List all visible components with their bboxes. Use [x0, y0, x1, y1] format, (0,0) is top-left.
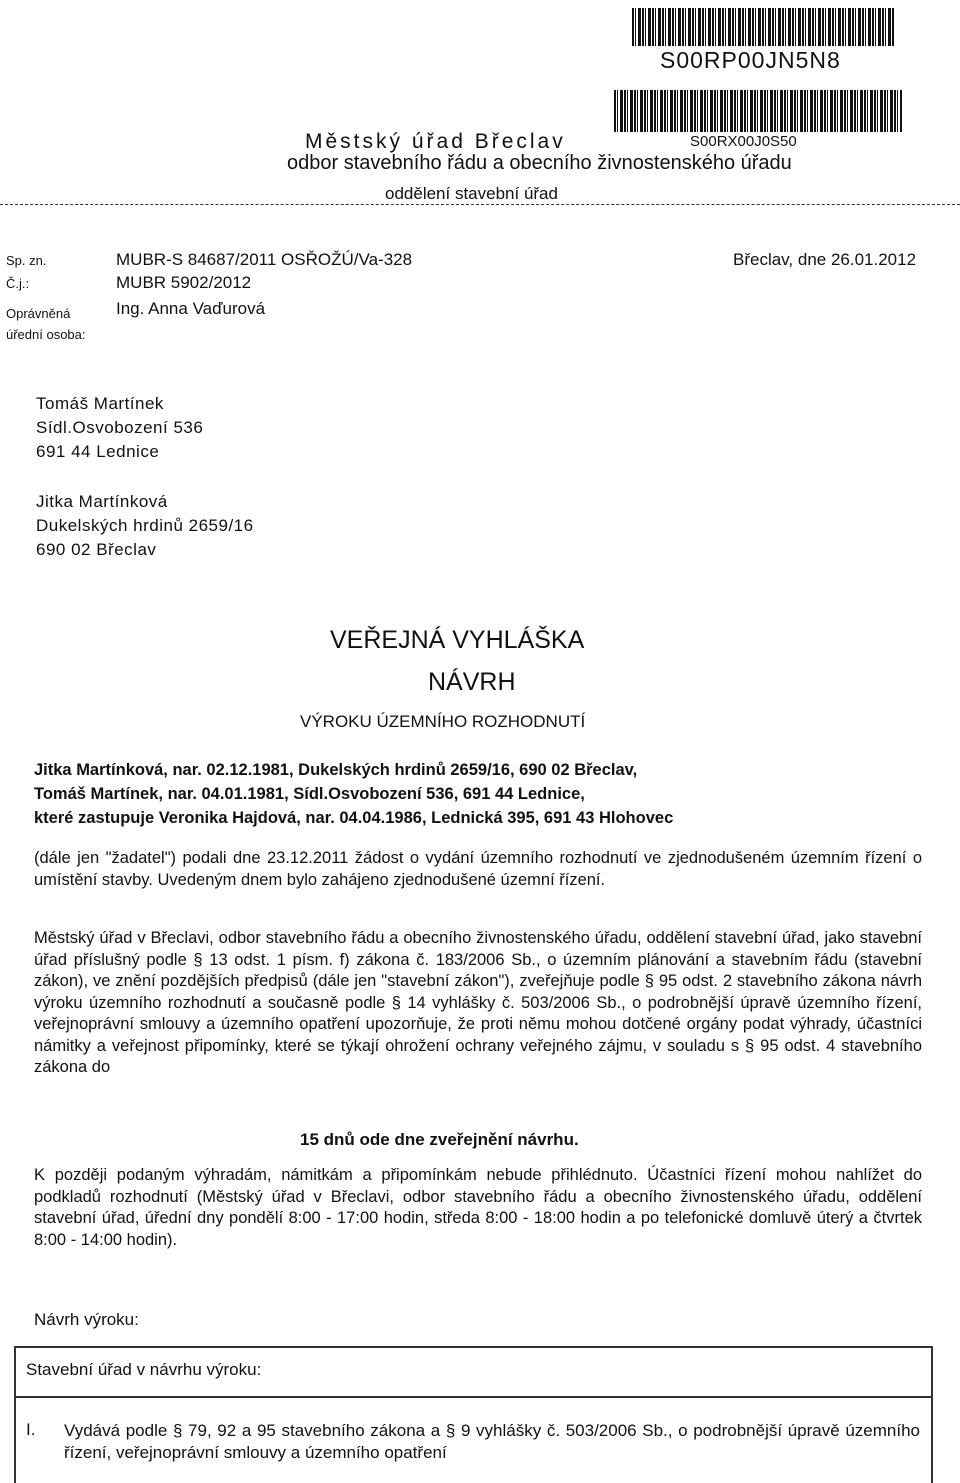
barcode-bottom: [614, 90, 902, 132]
box-divider: [14, 1396, 932, 1398]
applicant-line-2: Tomáš Martínek, nar. 04.01.1981, Sídl.Osvobození 536, 691 44 Lednice,: [34, 785, 585, 803]
box-top-border: [14, 1346, 932, 1348]
barcode-top-text: S00RP00JN5N8: [660, 47, 841, 73]
proposal-heading: Návrh výroku:: [34, 1310, 139, 1329]
addressee-2: [36, 490, 254, 562]
official-value: Ing. Anna Vaďurová: [116, 299, 266, 318]
document-title: VEŘEJNÁ VYHLÁŠKA: [330, 626, 585, 654]
header-rule: [0, 204, 960, 205]
barcode-top: [632, 8, 894, 46]
addressee-street: Sídl.Osvobození 536: [36, 418, 204, 437]
box-right-border: [931, 1346, 933, 1483]
office-name: Městský úřad Břeclav: [305, 130, 566, 153]
cj-label: Č.j.:: [6, 276, 30, 291]
applicant-line-1: Jitka Martínková, nar. 02.12.1981, Dukelských hrdinů 2659/16, 690 02 Břeclav,: [34, 761, 638, 779]
addressee-name: Jitka Martínková: [36, 492, 168, 511]
spzn-value: MUBR-S 84687/2011 OSŘOŽÚ/Va-328: [116, 250, 413, 269]
addressee-city: 691 44 Lednice: [36, 442, 160, 461]
addressee-1: [36, 392, 203, 464]
department-name: odbor stavebního řádu a obecního živnostenského úřadu: [287, 152, 792, 174]
item-text: Vydává podle § 79, 92 a 95 stavebního zákona a § 9 vyhlášky č. 503/2006 Sb., o podrobnější úpravě územního řízení, veřejnoprávní smlouvy a územního opatření: [64, 1421, 920, 1462]
deadline: 15 dnů ode dne zveřejnění návrhu.: [300, 1130, 579, 1149]
addressee-name: Tomáš Martínek: [36, 394, 164, 413]
spzn-label: Sp. zn.: [6, 253, 47, 268]
box-intro: Stavební úřad v návrhu výroku:: [26, 1360, 262, 1379]
document-subtitle-2: VÝROKU ÚZEMNÍHO ROZHODNUTÍ: [300, 712, 586, 731]
document-date: Břeclav, dne 26.01.2012: [733, 250, 917, 269]
box-left-border: [14, 1346, 16, 1483]
paragraph-application: (dále jen "žadatel") podali dne 23.12.2011 žádost o vydání územního rozhodnutí ve zjednodušeném územním řízení o umístění stavby. Uvedeným dnem bylo zahájeno zjednodušené územní řízení.: [34, 849, 922, 889]
official-label-1: Oprávněná: [6, 306, 71, 321]
cj-value: MUBR 5902/2012: [116, 273, 252, 292]
addressee-city: 690 02 Břeclav: [36, 540, 157, 559]
paragraph-inspection: K později podaným výhradám, námitkám a připomínkám nebude přihlédnuto. Účastníci řízení mohou nahlížet do podkladů rozhodnutí (Městský úřad v Břeclavi, odbor stavebního řádu a obecního živnostenského úřadu, oddělení stavební úřad, úřední dny pondělí 8:00 - 17:00 hodin, středa 8:00 - 18:00 hodin a po telefonické domluvě úterý a čtvrtek 8:00 - 14:00 hodin).: [34, 1166, 922, 1249]
section-name: oddělení stavební úřad: [385, 184, 558, 203]
document-subtitle: NÁVRH: [428, 668, 516, 696]
barcode-bottom-text: S00RX00J0S50: [690, 133, 797, 150]
addressee-street: Dukelských hrdinů 2659/16: [36, 516, 254, 535]
official-label-2: úřední osoba:: [6, 327, 86, 342]
applicant-line-3: které zastupuje Veronika Hajdová, nar. 04.04.1986, Lednická 395, 691 43 Hlohovec: [34, 809, 674, 827]
paragraph-announcement: Městský úřad v Břeclavi, odbor stavebního řádu a obecního živnostenského úřadu, oddělení stavební úřad, jako stavební úřad příslušný podle § 13 odst. 1 písm. f) zákona č. 183/2006 Sb., o územním plánování a stavebním řádu (stavební zákon), ve znění pozdějších předpisů (dále jen "stavební zákon"), zveřejňuje podle § 95 odst. 2 stavebního zákona návrh výroku územního rozhodnutí a současně podle § 14 vyhlášky č. 503/2006 Sb., o podrobnější úpravě územního řízení, veřejnoprávní smlouvy a územního opatření upozorňuje, že proti němu mohou dotčené orgány podat výhrady, účastníci námitky a veřejnost připomínky, které se týkají ohrožení ochrany veřejného zájmu, v souladu s § 95 odst. 4 stavebního zákona do: [34, 929, 922, 1076]
item-number: I.: [26, 1420, 36, 1439]
